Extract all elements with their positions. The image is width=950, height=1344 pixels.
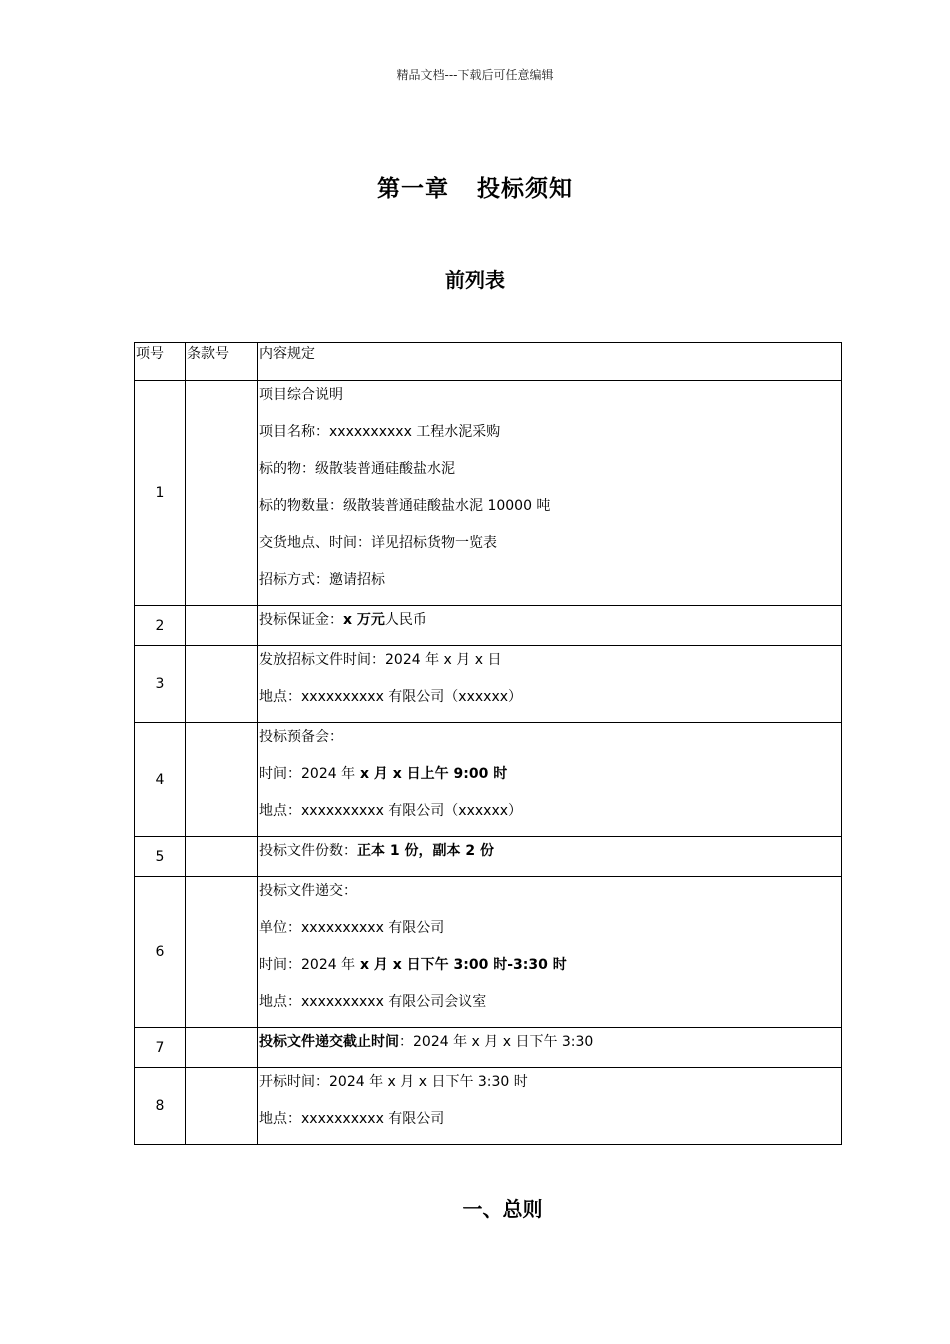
content-text: 交货地点、时间：详见招标货物一览表 xyxy=(259,535,497,551)
content-line xyxy=(259,455,841,492)
table-row xyxy=(135,1028,842,1068)
header-note: 精品文档---下载后可任意编辑 xyxy=(396,68,554,82)
content-emphasis: 投标文件递交截止时间 xyxy=(259,1034,399,1050)
clause-number xyxy=(186,646,258,723)
content-line xyxy=(259,1105,841,1144)
item-number: 8 xyxy=(135,1068,186,1145)
content-cell xyxy=(258,877,842,1028)
content-text: 地点：xxxxxxxxxx 有限公司（xxxxxx） xyxy=(259,689,523,705)
content-line xyxy=(259,1028,841,1067)
content-text: 地点：xxxxxxxxxx 有限公司会议室 xyxy=(259,994,487,1010)
chapter-number: 第一章 xyxy=(377,176,449,202)
content-text: 投标预备会： xyxy=(259,729,343,745)
content-text: 标的物数量：级散装普通硅酸盐水泥 10000 吨 xyxy=(259,498,551,514)
content-text: 人民币 xyxy=(384,612,427,628)
content-text: 地点：xxxxxxxxxx 有限公司 xyxy=(259,1111,445,1127)
content-cell xyxy=(258,381,842,606)
chapter-name: 投标须知 xyxy=(477,176,573,202)
content-text: 项目名称：xxxxxxxxxx 工程水泥采购 xyxy=(259,424,501,440)
item-number: 4 xyxy=(135,723,186,837)
table-row xyxy=(135,837,842,877)
content-emphasis: x 月 x 日下午 3:00 时-3:30 时 xyxy=(355,957,567,973)
content-line xyxy=(259,683,841,722)
content-text: 开标时间：2024 年 x 月 x 日下午 3:30 时 xyxy=(259,1074,528,1090)
table-row xyxy=(135,381,842,606)
clause-number xyxy=(186,877,258,1028)
content-cell xyxy=(258,646,842,723)
table-row xyxy=(135,877,842,1028)
clause-number xyxy=(186,606,258,646)
content-line xyxy=(259,646,841,683)
content-line xyxy=(259,492,841,529)
table-row xyxy=(135,646,842,723)
table-row xyxy=(135,1068,842,1145)
table-row xyxy=(135,723,842,837)
content-line xyxy=(259,418,841,455)
header-content: 内容规定 xyxy=(258,343,842,381)
content-line xyxy=(259,529,841,566)
table-title: 前列表 xyxy=(445,268,505,292)
item-number: 3 xyxy=(135,646,186,723)
content-text: 招标方式：邀请招标 xyxy=(259,572,385,588)
content-text: 标的物：级散装普通硅酸盐水泥 xyxy=(259,461,455,477)
content-line xyxy=(259,1068,841,1105)
header-clause-no: 条款号 xyxy=(186,343,258,381)
clause-number xyxy=(186,1068,258,1145)
section-title: 一、总则 xyxy=(462,1197,543,1221)
content-line xyxy=(259,837,841,876)
clause-number xyxy=(186,837,258,877)
content-emphasis: x 月 x 日上午 9:00 时 xyxy=(355,766,508,782)
content-text: 时间：2024 年 xyxy=(259,766,356,782)
item-number: 5 xyxy=(135,837,186,877)
content-line xyxy=(259,566,841,605)
item-number: 6 xyxy=(135,877,186,1028)
content-cell xyxy=(258,1068,842,1145)
item-number: 7 xyxy=(135,1028,186,1068)
content-line xyxy=(259,988,841,1027)
content-line xyxy=(259,951,841,988)
bid-info-table xyxy=(134,342,842,1145)
content-text: 项目综合说明 xyxy=(259,387,343,403)
item-number: 1 xyxy=(135,381,186,606)
content-text: 投标文件递交： xyxy=(259,883,357,899)
content-text: 发放招标文件时间：2024 年 x 月 x 日 xyxy=(259,652,502,668)
table-row xyxy=(135,606,842,646)
content-text: 投标文件份数： xyxy=(259,843,357,859)
content-text: 投标保证金： xyxy=(259,612,343,628)
content-text: 时间：2024 年 xyxy=(259,957,356,973)
content-emphasis: x 万元 xyxy=(343,612,385,628)
content-emphasis: 正本 1 份，副本 2 份 xyxy=(357,843,494,859)
content-cell xyxy=(258,606,842,646)
content-line xyxy=(259,797,841,836)
clause-number xyxy=(186,381,258,606)
content-text: 地点：xxxxxxxxxx 有限公司（xxxxxx） xyxy=(259,803,523,819)
content-cell xyxy=(258,1028,842,1068)
clause-number xyxy=(186,723,258,837)
content-cell xyxy=(258,837,842,877)
content-line xyxy=(259,381,841,418)
content-line xyxy=(259,760,841,797)
table-header-row xyxy=(135,343,842,381)
content-line xyxy=(259,723,841,760)
header-item-no: 项号 xyxy=(135,343,186,381)
item-number: 2 xyxy=(135,606,186,646)
content-cell xyxy=(258,723,842,837)
content-line xyxy=(259,914,841,951)
content-line xyxy=(259,877,841,914)
chapter-title xyxy=(0,170,950,203)
content-text: 单位：xxxxxxxxxx 有限公司 xyxy=(259,920,445,936)
content-line xyxy=(259,606,841,645)
clause-number xyxy=(186,1028,258,1068)
content-text: ：2024 年 x 月 x 日下午 3:30 xyxy=(399,1034,594,1050)
